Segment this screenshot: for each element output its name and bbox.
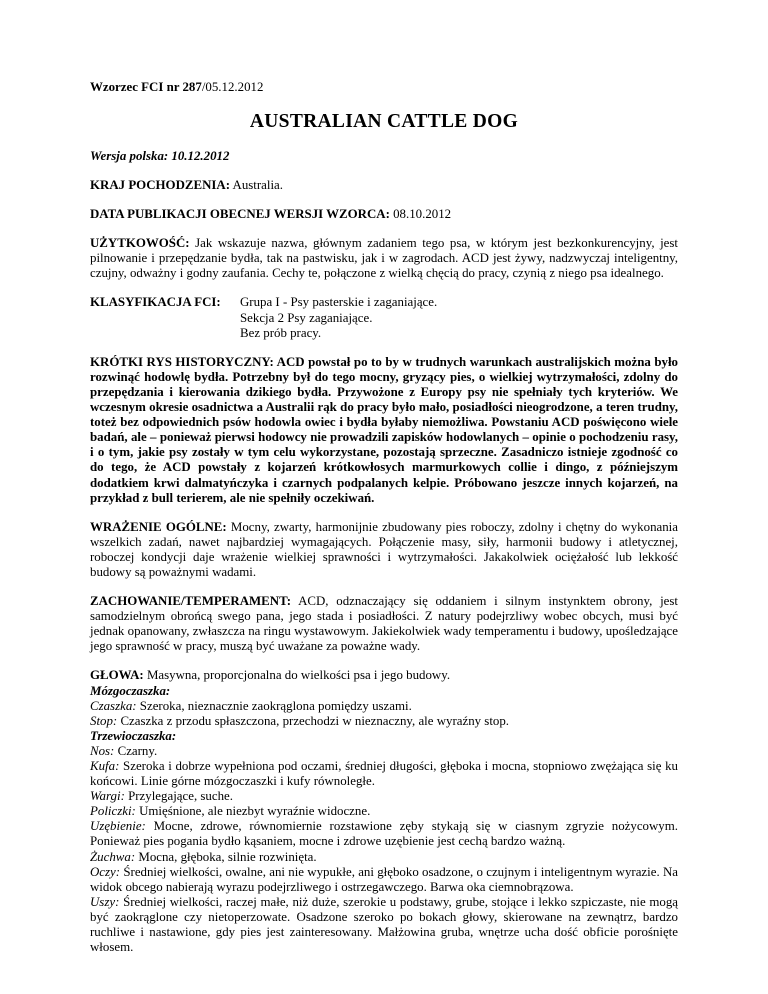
facial-region-heading: Trzewioczaszka: [90, 728, 177, 743]
jaw-text: Mocna, głęboka, silnie rozwinięta. [138, 849, 317, 864]
lips-line [90, 789, 678, 804]
section-classification [90, 295, 678, 340]
stop-label: Stop: [90, 713, 118, 728]
ears-label: Uszy: [90, 894, 120, 909]
section-head-text: Masywna, proporcjonalna do wielkości psa i jego budowy. [146, 668, 451, 683]
section-head-label: GŁOWA: [90, 668, 144, 683]
eyes-line [90, 865, 678, 895]
teeth-text: Mocne, zdrowe, równomiernie rozstawione zęby stykają się w ciasnym zgryzie nożycowym. Ponieważ pies pogania bydło kąsaniem, mocne i zdrowe uzębienie jest cechą bardzo ważną. [90, 819, 678, 849]
classification-section: Sekcja 2 Psy zaganiające. [240, 310, 373, 325]
section-behaviour-label: ZACHOWANIE/TEMPERAMENT: [90, 594, 292, 609]
doc-header [90, 80, 678, 95]
skull-text: Szeroka, nieznacznie zaokrąglona pomiędzy uszami. [139, 698, 412, 713]
nose-line [90, 744, 678, 759]
ears-line [90, 895, 678, 955]
section-general-appearance-text: Mocny, zwarty, harmonijnie zbudowany pies roboczy, zdolny i chętny do wykonania wszelkich zadań, nawet najbardziej wymagających. Połączenie masy, siły, harmonii budowy i atletycznej, roboczej kondycji daje wrażenie wielkiej sprawności i wytrzymałości. Jakakolwiek ociężałość lub lekkość budowy są poważnymi wadami. [90, 519, 678, 579]
skull-label: Czaszka: [90, 698, 137, 713]
doc-number: Wzorzec FCI nr 287 [90, 80, 202, 94]
lips-label: Wargi: [90, 789, 125, 804]
teeth-line [90, 819, 678, 849]
classification-group: Grupa I - Psy pasterskie i zaganiające. [240, 295, 438, 310]
classification-trial: Bez prób pracy. [240, 325, 322, 340]
section-publication-date-text: 08.10.2012 [393, 207, 452, 222]
ears-text: Średniej wielkości, raczej małe, niż duże, szerokie u podstawy, grube, stojące i lekko szpiczaste, nie mogą być zaokrąglone czy nietoperzowate. Osadzone szeroko po bokach głowy, skierowane na zewnątrz, bardzo ruchliwe i nastawione, gdy pies jest zainteresowany. Małżowina gruba, wnętrze ucha dość obficie porośnięte włosem. [90, 894, 678, 955]
page-title: AUSTRALIAN CATTLE DOG [249, 111, 519, 133]
nose-text: Czarny. [117, 743, 158, 758]
muzzle-label: Kufa: [90, 759, 120, 773]
jaw-label: Żuchwa: [90, 849, 136, 864]
lips-text: Przylegające, suche. [128, 789, 233, 804]
section-history [90, 355, 678, 506]
nose-label: Nos: [90, 743, 115, 758]
classification-lines [240, 295, 678, 340]
section-publication-date-label: DATA PUBLIKACJI OBECNEJ WERSJI WZORCA: [90, 207, 390, 222]
version-line: Wersja polska: 10.12.2012 [90, 148, 230, 163]
eyes-text: Średniej wielkości, owalne, ani nie wypukłe, ani głęboko osadzone, o czujnym i inteligentnym wyrazie. Na widok obcego nabierają wyrazu podejrzliwego i ostrzegawczego. Barwa oka ciemnobrązowa. [90, 864, 678, 894]
stop-text: Czaszka z przodu spłaszczona, przechodzi w nieznaczny, ale wyraźny stop. [120, 713, 510, 728]
cheeks-text: Umięśnione, ale niezbyt wyraźnie widoczne. [139, 804, 371, 819]
muzzle-text: Szeroka i dobrze wypełniona pod oczami, średniej długości, głęboka i mocna, stopniowo zwężająca się ku końcowi. Linie górne mózgoczaszki i kufy równoległe. [90, 759, 678, 789]
section-history-label: KRÓTKI RYS HISTORYCZNY: [90, 354, 274, 369]
stop-line [90, 714, 678, 729]
head-line [90, 668, 678, 683]
section-behaviour [90, 594, 678, 654]
muzzle-line [90, 759, 678, 789]
section-country [90, 178, 678, 193]
cheeks-label: Policzki: [90, 804, 136, 819]
section-general-appearance [90, 520, 678, 580]
cheeks-line [90, 804, 678, 819]
doc-header-date: /05.12.2012 [201, 80, 264, 94]
section-publication-date [90, 207, 678, 222]
section-usage-text: Jak wskazuje nazwa, głównym zadaniem tego psa, w którym jest bezkonkurencyjny, jest pilnowanie i przepędzanie bydła, tak na pastwisku, jak i w zagrodach. ACD jest żywy, nadzwyczaj inteligentny, czujny, odważny i godny zaufania. Cechy te, połączone z wielką chęcią do pracy, czynią z niego psa idealnego. [90, 236, 678, 281]
section-history-text: ACD powstał po to by w trudnych warunkach australijskich można było rozwinąć hodowlę bydła. Potrzebny był do tego mocny, gryzący pies, o wielkiej wytrzymałości, zdolny do przepędzania i kierowania dzikiego bydła. Przywożone z Europy psy nie spełniały tych kryteriów. We wczesnym okresie osadnictwa a Australii rąk do pracy było mało, posiadłości nieogrodzone, a teren trudny, toteż bez odpowiednich psów hodowla owiec i bydła byłaby niemożliwa. Powstaniu ACD poświęcono wiele badań, ale – ponieważ pierwsi hodowcy nie prowadzili zapisków hodowlanych – opinie o pochodzeniu rasy, i o tym, jakie psy zostały w tym celu wykorzystane, pozostają sprzeczne. Zasadniczo istnieje zgodność co do tego, że ACD powstały z kojarzeń krótkowłosych marmurkowych collie i dingo, z późniejszym dodatkiem krwi dalmatyńczyka i czarnych podpalanych kelpie. Próbowano jeszcze innych kojarzeń, na przykład z bull terierem, ale nie spełniły oczekiwań. [90, 354, 678, 505]
section-general-appearance-label: WRAŻENIE OGÓLNE: [90, 519, 227, 534]
section-classification-label: KLASYFIKACJA FCI: [90, 295, 221, 310]
cranial-region-heading: Mózgoczaszka: [90, 683, 171, 698]
section-behaviour-text: ACD, odznaczający się oddaniem i silnym instynktem obrony, jest samodzielnym obrońcą swego pana, jego stada i posiadłości. Z natury podejrzliwy wobec obcych, musi być jednak opanowany, zwłaszcza na ringu wystawowym. Jakiekolwiek wady temperamentu i budowy, upośledzające jego sprawność w pracy, muszą być uważane za poważne wady. [90, 594, 678, 654]
eyes-label: Oczy: [90, 864, 121, 879]
section-country-text: Australia. [232, 178, 284, 192]
section-usage-label: UŻYTKOWOŚĆ: [90, 236, 190, 251]
skull-line [90, 699, 678, 714]
section-country-label: KRAJ POCHODZENIA: [90, 178, 231, 192]
section-usage [90, 236, 678, 281]
teeth-label: Uzębienie: [90, 819, 146, 834]
section-head [90, 668, 678, 955]
jaw-line [90, 850, 678, 865]
